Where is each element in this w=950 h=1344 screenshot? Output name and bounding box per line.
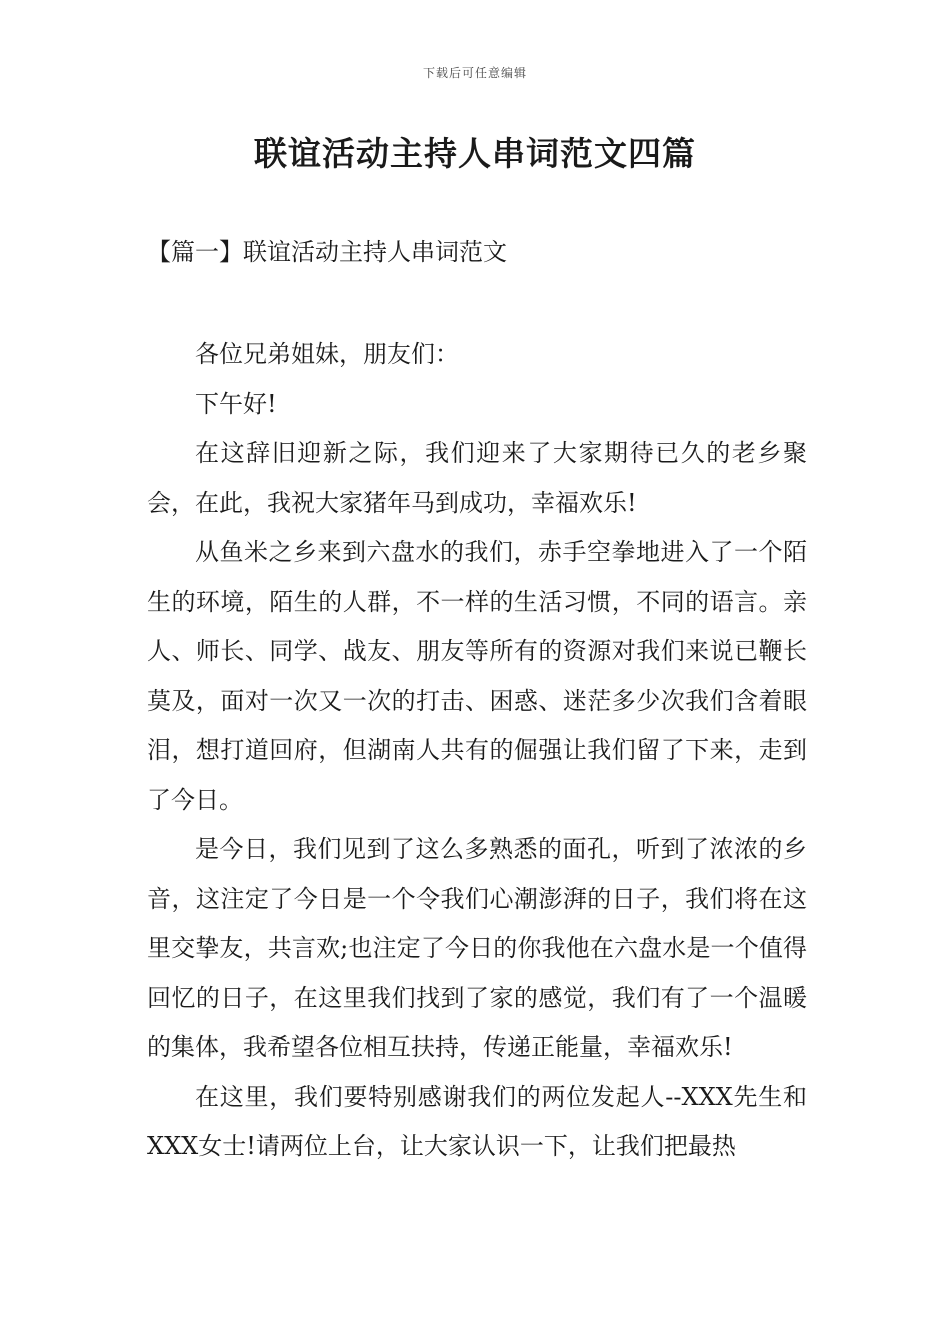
paragraph-good-afternoon: 下午好!	[195, 389, 277, 418]
paragraph-new-year: 在这辞旧迎新之际，我们迎来了大家期待已久的老乡聚会，在此，我祝大家猪年马到成功，幸福欢乐!	[147, 439, 807, 517]
paragraph-today: 是今日，我们见到了这么多熟悉的面孔，听到了浓浓的乡音，这注定了今日是一个令我们心潮澎湃的日子，我们将在这里交挚友，共言欢;也注定了今日的你我他在六盘水是一个值得回忆的日子，在这里我们找到了家的感觉，我们有了一个温暖的集体，我希望各位相互扶持，传递正能量，幸福欢乐!	[147, 835, 807, 1061]
body-text	[147, 330, 807, 1172]
section-heading: 【篇一】联谊活动主持人串词范文	[147, 238, 507, 266]
document-title: 联谊活动主持人串词范文四篇	[254, 134, 696, 173]
paragraph-greeting: 各位兄弟姐妹，朋友们：	[195, 340, 459, 368]
paragraph-hometown: 从鱼米之乡来到六盘水的我们，赤手空拳地进入了一个陌生的环境，陌生的人群，不一样的生活习惯，不同的语言。亲人、师长、同学、战友、朋友等所有的资源对我们来说已鞭长莫及，面对一次又一次的打击、困惑、迷茫多少次我们含着眼泪，想打道回府，但湖南人共有的倔强让我们留了下来，走到了今日。	[147, 538, 807, 814]
paragraph-thanks: 在这里，我们要特别感谢我们的两位发起人--XXX先生和XXX女士!请两位上台，让大家认识一下，让我们把最热	[147, 1082, 807, 1160]
page-header-note: 下载后可任意编辑	[422, 66, 527, 80]
